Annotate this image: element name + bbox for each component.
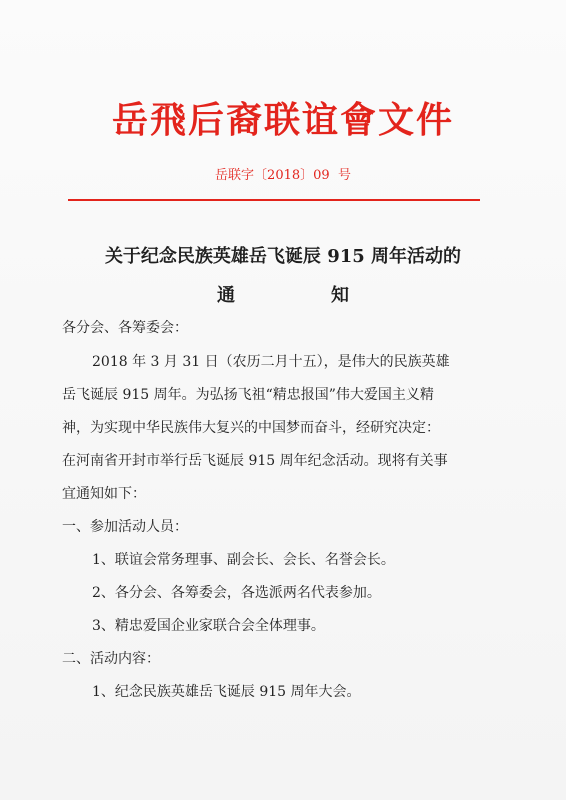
salutation: 各分会、各筹委会： bbox=[62, 320, 188, 336]
list-item: 2、各分会、各筹委会，各选派两名代表参加。 bbox=[92, 585, 381, 601]
list-item: 3、精忠爱国企业家联合会全体理事。 bbox=[92, 618, 325, 634]
notice-title-line1: 关于纪念民族英雄岳飞诞辰 915 周年活动的 bbox=[104, 246, 462, 267]
header-red-rule bbox=[68, 199, 480, 201]
paragraph-line: 2018 年 3 月 31 日（农历二月十五），是伟大的民族英雄 bbox=[92, 354, 450, 370]
paragraph-line: 宜通知如下： bbox=[62, 486, 146, 502]
paragraph-line: 在河南省开封市举行岳飞诞辰 915 周年纪念活动。现将有关事 bbox=[62, 453, 448, 469]
document-header-title: 岳飛后裔联谊會文件 bbox=[111, 99, 454, 141]
list-item: 1、联谊会常务理事、副会长、会长、名誉会长。 bbox=[92, 552, 395, 568]
paragraph-line: 岳飞诞辰 915 周年。为弘扬飞祖“精忠报国”伟大爱国主义精 bbox=[62, 387, 434, 403]
notice-title-line2: 通知 bbox=[217, 285, 445, 306]
paragraph-line: 神，为实现中华民族伟大复兴的中国梦而奋斗，经研究决定： bbox=[62, 420, 440, 436]
section-heading-participants: 一、参加活动人员： bbox=[62, 519, 188, 535]
document-number: 岳联字〔2018〕09 号 bbox=[215, 168, 351, 183]
section-heading-activities: 二、活动内容： bbox=[62, 651, 160, 667]
list-item: 1、纪念民族英雄岳飞诞辰 915 周年大会。 bbox=[92, 684, 361, 700]
